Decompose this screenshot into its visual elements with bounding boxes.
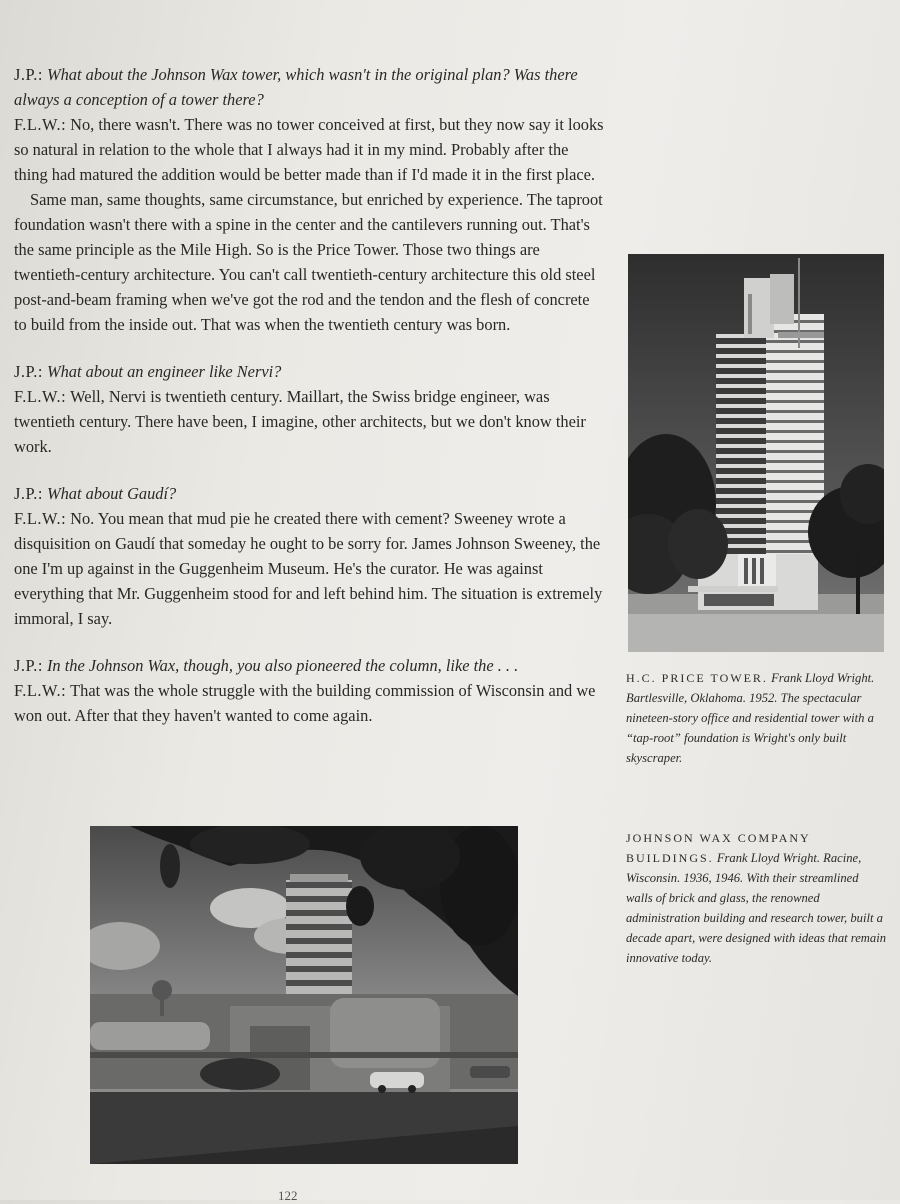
johnson-wax-caption bbox=[626, 828, 888, 968]
answer-text: Well, Nervi is twentieth century. Maillart, the Swiss bridge engineer, was twentieth century. There have been, I imagine, other architects, but we don't know their work. bbox=[14, 387, 586, 456]
caption-title: H.C. PRICE TOWER. bbox=[626, 671, 768, 685]
question-text: What about Gaudí? bbox=[46, 484, 177, 503]
johnson-wax-photo bbox=[90, 826, 518, 1164]
speaker-label: J.P.: bbox=[14, 656, 43, 675]
answer-text: No, there wasn't. There was no tower conceived at first, but they now say it looks so natural in relation to the whole that I always had it in my mind. Probably after the thing had matured the addition would be better made than if I'd made it in the first place. bbox=[14, 115, 604, 184]
caption-title: JOHNSON WAX COMPANY BUILDINGS. bbox=[626, 831, 811, 865]
qa-block-column bbox=[14, 653, 606, 728]
interview-text bbox=[14, 62, 606, 750]
question-text: What about the Johnson Wax tower, which wasn't in the original plan? Was there always a conception of a tower there? bbox=[14, 65, 578, 109]
speaker-label: F.L.W.: bbox=[14, 681, 67, 700]
question-text: In the Johnson Wax, though, you also pioneered the column, like the . . . bbox=[46, 656, 519, 675]
caption-text: Frank Lloyd Wright. Bartlesville, Oklahoma. 1952. The spectacular nineteen-story office and residential tower with a “tap-root” foundation is Wright's only built skyscraper. bbox=[626, 671, 875, 765]
qa-block-nervi bbox=[14, 359, 606, 459]
answer-paragraph: Same man, same thoughts, same circumstance, but enriched by experience. The taproot foundation wasn't there with a spine in the center and the cantilevers running out. That's the same principle as the Mile High. So is the Price Tower. Those two things are twentieth-century architecture. You can't call twentieth-century architecture this old steel post-and-beam framing when we've got the rod and the tendon and the flesh of concrete to build from the inside out. That was when the twentieth century was born. bbox=[14, 190, 603, 334]
speaker-label: J.P.: bbox=[14, 362, 43, 381]
speaker-label: J.P.: bbox=[14, 65, 43, 84]
page-number: 122 bbox=[278, 1188, 298, 1203]
speaker-label: F.L.W.: bbox=[14, 115, 67, 134]
speaker-label: F.L.W.: bbox=[14, 387, 67, 406]
price-tower-photo bbox=[628, 254, 884, 652]
qa-block-johnson-wax-tower bbox=[14, 62, 606, 337]
caption-text: Frank Lloyd Wright. Racine, Wisconsin. 1936, 1946. With their streamlined walls of brick and glass, the renowned administration building and research tower, built a decade apart, were designed with ideas that remain innovative today. bbox=[626, 851, 886, 965]
price-tower-caption bbox=[626, 668, 882, 768]
answer-text: No. You mean that mud pie he created there with cement? Sweeney wrote a disquisition on Gaudí that someday he ought to be sorry for. James Johnson Sweeney, the one I'm up against in the Guggenheim Museum. He's the curator. He was against everything that Mr. Guggenheim stood for and left behind him. The situation is extremely immoral, I say. bbox=[14, 509, 603, 628]
question-text: What about an engineer like Nervi? bbox=[46, 362, 282, 381]
speaker-label: F.L.W.: bbox=[14, 509, 67, 528]
speaker-label: J.P.: bbox=[14, 484, 43, 503]
answer-text: That was the whole struggle with the building commission of Wisconsin and we won out. After that they haven't wanted to come again. bbox=[14, 681, 596, 725]
qa-block-gaudi bbox=[14, 481, 606, 631]
